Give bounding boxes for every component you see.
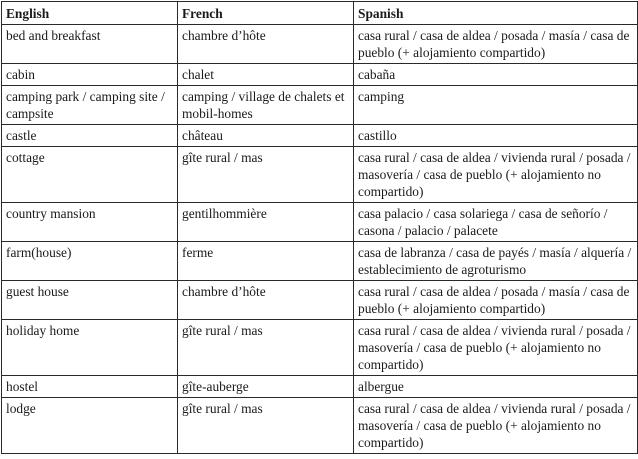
glossary-table [1, 1, 638, 454]
spanish-cell: casa rural / casa de aldea / posada / masía / casa de pueblo (+ alojamiento compartido) [354, 25, 638, 64]
french-cell: chalet [178, 64, 354, 86]
french-cell: gîte-auberge [178, 376, 354, 398]
spanish-cell: cabaña [354, 64, 638, 86]
column-header-english: English [2, 2, 178, 25]
table-row [2, 242, 638, 281]
spanish-cell: casa palacio / casa solariega / casa de señorío / casona / palacio / palacete [354, 203, 638, 242]
french-cell: gîte rural / mas [178, 147, 354, 203]
french-cell: chambre d’hôte [178, 25, 354, 64]
french-cell: gîte rural / mas [178, 398, 354, 454]
french-cell: chambre d’hôte [178, 281, 354, 320]
french-cell: gîte rural / mas [178, 320, 354, 376]
table-row [2, 25, 638, 64]
english-cell: farm(house) [2, 242, 178, 281]
spanish-cell: casa rural / casa de aldea / vivienda rural / posada / masovería / casa de pueblo (+ alojamiento no compartido) [354, 398, 638, 454]
english-cell: hostel [2, 376, 178, 398]
table-row [2, 64, 638, 86]
english-cell: castle [2, 125, 178, 147]
header-row [2, 2, 638, 25]
english-cell: guest house [2, 281, 178, 320]
french-cell: camping / village de chalets et mobil-homes [178, 86, 354, 125]
spanish-cell: albergue [354, 376, 638, 398]
french-cell: gentilhommière [178, 203, 354, 242]
english-cell: cabin [2, 64, 178, 86]
table-row [2, 398, 638, 454]
column-header-french: French [178, 2, 354, 25]
table-row [2, 281, 638, 320]
table-row [2, 86, 638, 125]
spanish-cell: casa de labranza / casa de payés / masía / alquería / establecimiento de agroturismo [354, 242, 638, 281]
spanish-cell: castillo [354, 125, 638, 147]
table-row [2, 320, 638, 376]
english-cell: country mansion [2, 203, 178, 242]
table-row [2, 203, 638, 242]
english-cell: lodge [2, 398, 178, 454]
column-header-spanish: Spanish [354, 2, 638, 25]
table-row [2, 147, 638, 203]
english-cell: camping park / camping site / campsite [2, 86, 178, 125]
spanish-cell: casa rural / casa de aldea / posada / masía / casa de pueblo (+ alojamiento compartido) [354, 281, 638, 320]
english-cell: cottage [2, 147, 178, 203]
spanish-cell: casa rural / casa de aldea / vivienda rural / posada / masovería / casa de pueblo (+ alojamiento no compartido) [354, 147, 638, 203]
french-cell: château [178, 125, 354, 147]
english-cell: bed and breakfast [2, 25, 178, 64]
spanish-cell: camping [354, 86, 638, 125]
table-row [2, 125, 638, 147]
english-cell: holiday home [2, 320, 178, 376]
table-row [2, 376, 638, 398]
french-cell: ferme [178, 242, 354, 281]
spanish-cell: casa rural / casa de aldea / vivienda rural / posada / masovería / casa de pueblo (+ alojamiento no compartido) [354, 320, 638, 376]
